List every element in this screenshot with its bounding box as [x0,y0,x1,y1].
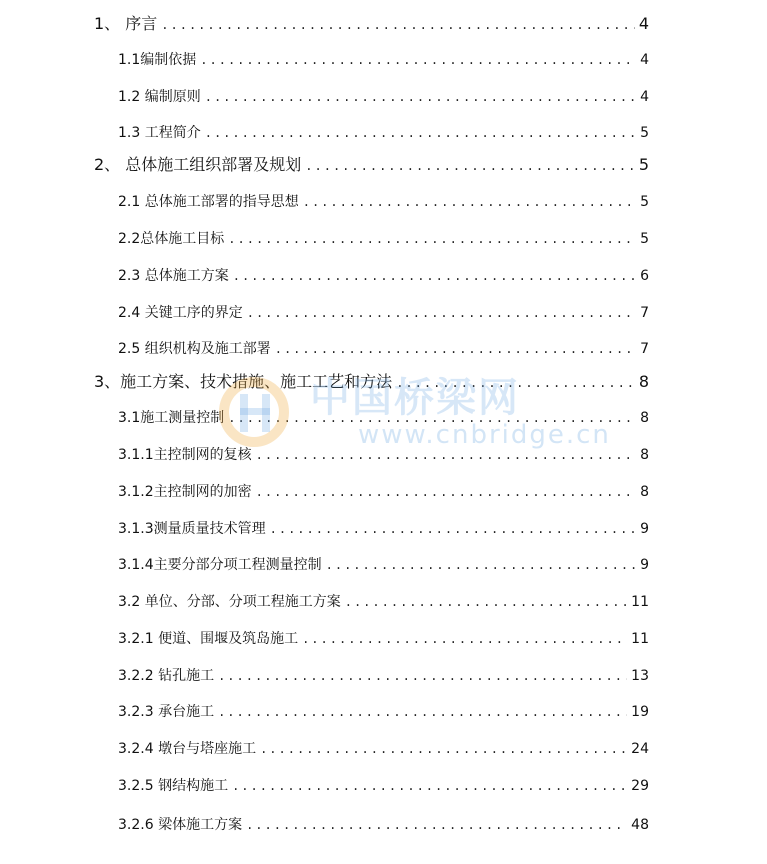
toc-entry-label: 2.4 关键工序的界定 [118,305,243,321]
toc-page-number: 11 [631,631,649,647]
toc-dot-leader [270,522,636,536]
toc-page-number: 4 [640,52,649,68]
page-bottom-edge [60,858,700,864]
toc-entry[interactable] [118,775,649,795]
toc-page-number: 7 [640,341,649,357]
toc-page-number: 5 [640,231,649,247]
toc-dot-leader [218,669,627,683]
toc-entry-label: 2.1 总体施工部署的指导思想 [118,194,299,210]
toc-page-number: 8 [640,447,649,463]
toc-dot-leader [256,485,636,499]
toc-dot-leader [303,195,636,209]
toc-dot-leader [247,306,636,320]
toc-page-number: 4 [638,14,649,33]
toc-page-number: 6 [640,268,649,284]
toc-dot-leader [228,232,636,246]
toc-entry-label: 2.5 组织机构及施工部署 [118,341,271,357]
toc-entry-label: 1、 序言 [94,14,158,33]
watermark-url: www.cnbridge.cn [358,420,611,450]
toc-dot-leader [233,269,636,283]
toc-dot-leader [205,126,636,140]
toc-entry[interactable] [118,407,649,427]
toc-page-number: 29 [631,778,649,794]
toc-entry-label: 3.1.3测量质量技术管理 [118,521,266,537]
toc-entry[interactable] [94,369,649,392]
toc-entry-label: 3.2.2 钻孔施工 [118,668,215,684]
toc-page-number: 5 [640,125,649,141]
toc-dot-leader [305,159,635,173]
toc-entry-label: 3.1.2主控制网的加密 [118,484,252,500]
toc-entry-label: 3、施工方案、技术措施、施工工艺和方法 [94,372,393,391]
toc-page-number: 5 [640,194,649,210]
toc-page-number: 7 [640,305,649,321]
toc-entry[interactable] [118,701,649,721]
toc-entry[interactable] [118,49,649,69]
toc-dot-leader [228,411,636,425]
toc-entry[interactable] [118,191,649,211]
toc-entry[interactable] [118,665,649,685]
toc-page-number: 19 [631,704,649,720]
toc-entry-label: 3.1.4主要分部分项工程测量控制 [118,557,322,573]
toc-page-number: 13 [631,668,649,684]
toc-dot-leader [246,818,627,832]
toc-dot-leader [396,376,635,390]
toc-entry[interactable] [118,814,649,834]
toc-entry[interactable] [118,122,649,142]
toc-dot-leader [326,558,636,572]
toc-entry[interactable] [118,228,649,248]
toc-entry-label: 3.2.5 钢结构施工 [118,778,229,794]
toc-entry-label: 2、 总体施工组织部署及规划 [94,155,302,174]
toc-entry-label: 2.3 总体施工方案 [118,268,229,284]
toc-page-number: 5 [638,155,649,174]
toc-dot-leader [200,53,636,67]
toc-page-number: 8 [638,372,649,391]
toc-entry[interactable] [118,302,649,322]
toc-entry[interactable] [118,338,649,358]
toc-entry-label: 3.1.1主控制网的复核 [118,447,252,463]
watermark-title: 中国桥梁网 [310,375,520,421]
toc-dot-leader [275,342,636,356]
toc-page-number: 48 [631,817,649,833]
toc-dot-leader [256,448,636,462]
toc-entry[interactable] [118,86,649,106]
toc-page-number: 8 [640,484,649,500]
toc-entry[interactable] [118,518,649,538]
toc-dot-leader [205,90,636,104]
toc-entry[interactable] [94,152,649,175]
toc-page-number: 9 [640,521,649,537]
toc-entry[interactable] [118,738,649,758]
toc-entry-label: 3.2.4 墩台与塔座施工 [118,741,257,757]
toc-dot-leader [260,742,627,756]
toc-entry[interactable] [118,554,649,574]
toc-entry[interactable] [118,265,649,285]
toc-page-number: 24 [631,741,649,757]
toc-dot-leader [302,632,627,646]
toc-entry[interactable] [118,591,649,611]
toc-entry-label: 3.2.3 承台施工 [118,704,215,720]
toc-entry-label: 1.2 编制原则 [118,89,201,105]
toc-entry-label: 1.3 工程简介 [118,125,201,141]
toc-dot-leader [161,18,635,32]
toc-dot-leader [345,595,627,609]
toc-entry[interactable] [118,481,649,501]
toc-entry-label: 3.2.6 梁体施工方案 [118,817,243,833]
toc-dot-leader [218,705,627,719]
toc-entry[interactable] [94,11,649,34]
toc-page-number: 8 [640,410,649,426]
toc-dot-leader [232,779,627,793]
toc-entry-label: 2.2总体施工目标 [118,231,225,247]
toc-page-number: 11 [631,594,649,610]
toc-entry[interactable] [118,628,649,648]
toc-entry-label: 3.1施工测量控制 [118,410,225,426]
toc-entry-label: 3.2 单位、分部、分项工程施工方案 [118,594,341,610]
toc-page-number: 4 [640,89,649,105]
toc-entry[interactable] [118,444,649,464]
toc-entry-label: 3.2.1 便道、围堰及筑岛施工 [118,631,299,647]
toc-page-number: 9 [640,557,649,573]
toc-entry-label: 1.1编制依据 [118,52,197,68]
